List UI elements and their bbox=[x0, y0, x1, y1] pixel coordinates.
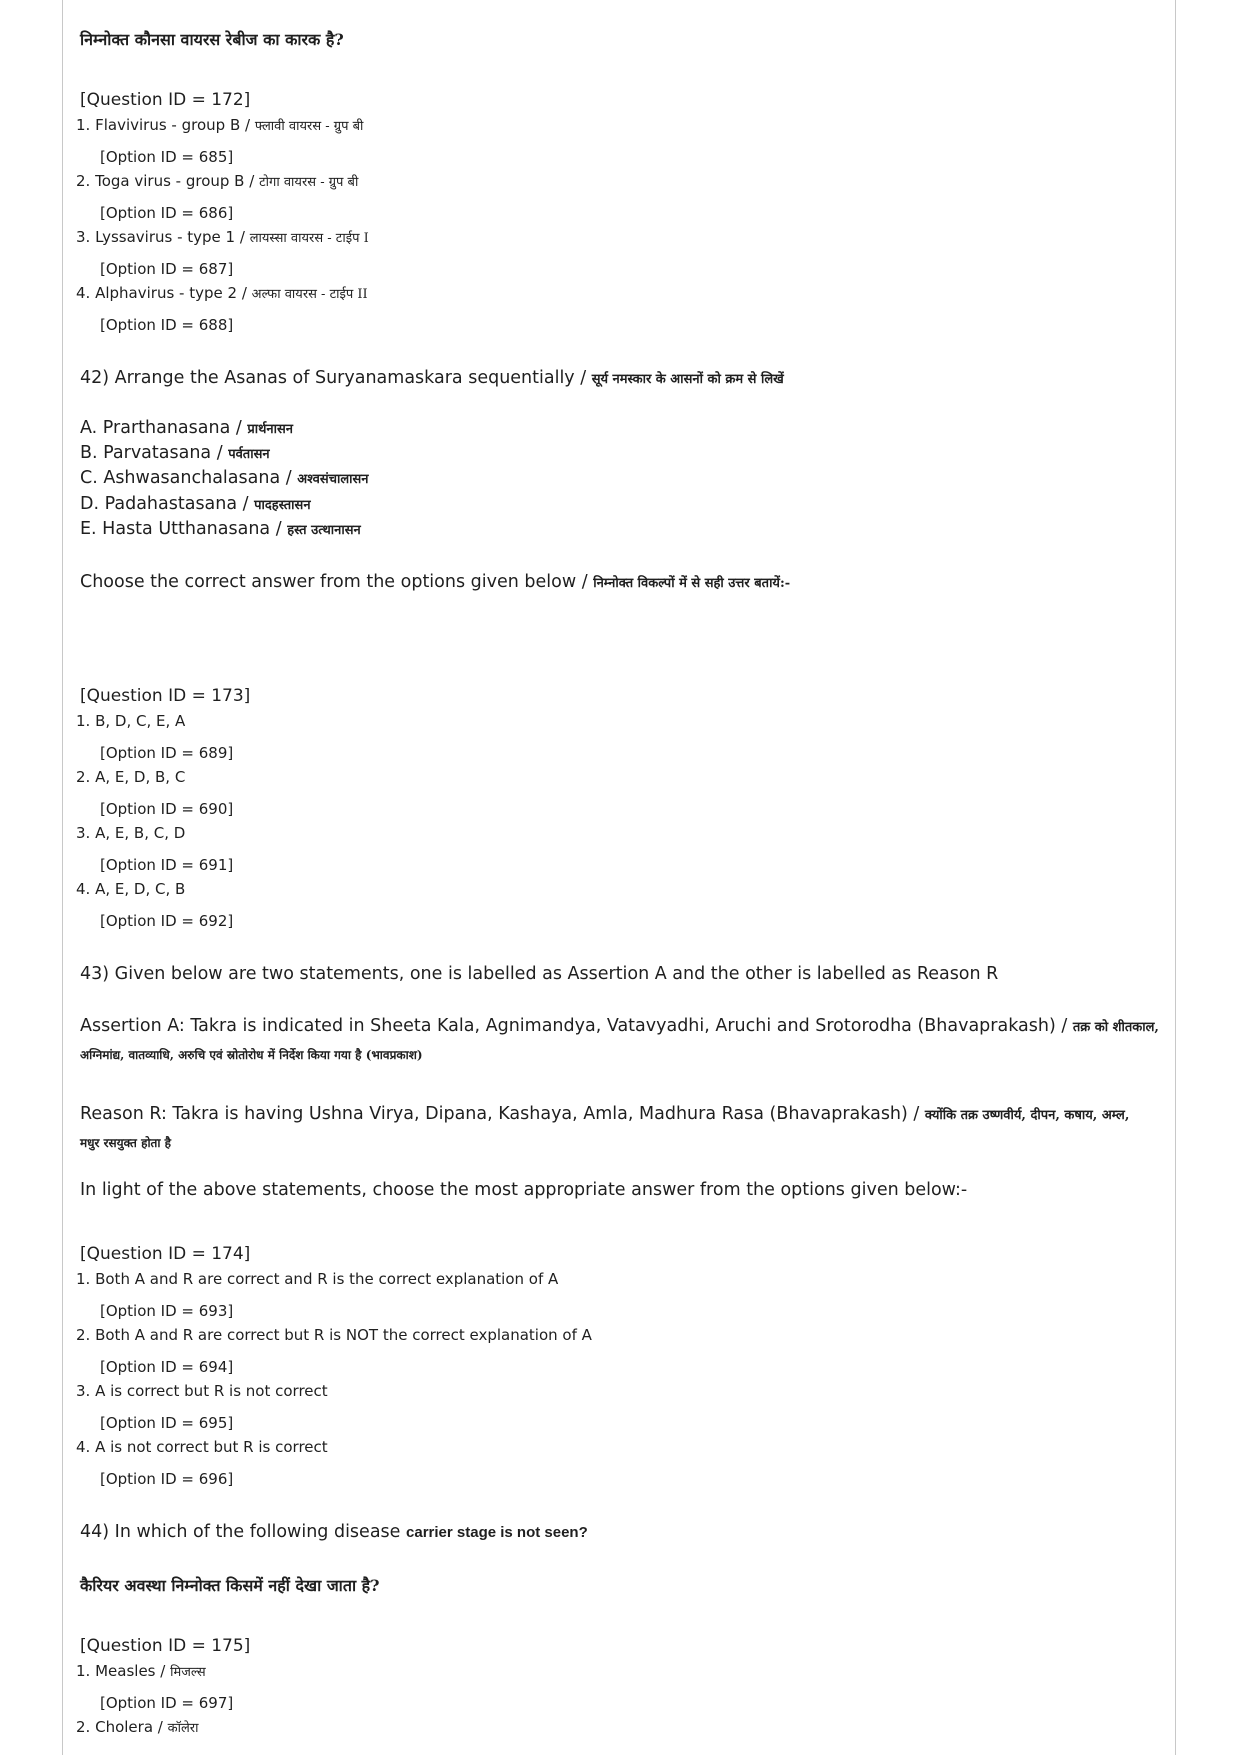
option-id: [Option ID = 694] bbox=[100, 1358, 234, 1376]
question-title: 42) Arrange the Asanas of Suryanamaskara sequentially / सूर्य नमस्कार के आसनों को क्रम से लिखें bbox=[80, 368, 784, 388]
option: 1. Flavivirus - group B / फ्लावी वायरस - ग्रुप बी bbox=[76, 116, 364, 134]
option: 2. Cholera / कॉलेरा bbox=[76, 1718, 199, 1736]
question-id: [Question ID = 172] bbox=[80, 90, 251, 110]
asana-item: A. Prarthanasana / प्रार्थनासन bbox=[80, 418, 293, 438]
option-id: [Option ID = 693] bbox=[100, 1302, 234, 1320]
question-title: 43) Given below are two statements, one is labelled as Assertion A and the other is labelled as Reason R bbox=[80, 964, 999, 984]
option-id: [Option ID = 688] bbox=[100, 316, 234, 334]
option: 4. A, E, D, C, B bbox=[76, 880, 186, 898]
option: 3. A is correct but R is not correct bbox=[76, 1382, 328, 1400]
choose-instruction: In light of the above statements, choose the most appropriate answer from the options given below:- bbox=[80, 1180, 968, 1200]
asana-item: D. Padahastasana / पादहस्तासन bbox=[80, 494, 311, 514]
option: 1. Measles / मिजल्स bbox=[76, 1662, 206, 1680]
option-id: [Option ID = 690] bbox=[100, 800, 234, 818]
option-id: [Option ID = 691] bbox=[100, 856, 234, 874]
question-id: [Question ID = 173] bbox=[80, 686, 251, 706]
option-id: [Option ID = 692] bbox=[100, 912, 234, 930]
question-id: [Question ID = 175] bbox=[80, 1636, 251, 1656]
option: 1. Both A and R are correct and R is the correct explanation of A bbox=[76, 1270, 559, 1288]
choose-instruction: Choose the correct answer from the options given below / निम्नोक्त विकल्पों में से सही उत्तर बतायें:- bbox=[80, 572, 791, 592]
assertion-hindi-continued: अग्निमांद्य, वातव्याधि, अरुचि एवं स्रोतोरोध में निर्देश किया गया है (भावप्रकाश) bbox=[80, 1048, 423, 1062]
q41-hindi-question: निम्नोक्त कौनसा वायरस रेबीज का कारक है? bbox=[80, 30, 344, 49]
option-id: [Option ID = 697] bbox=[100, 1694, 234, 1712]
option-id: [Option ID = 696] bbox=[100, 1470, 234, 1488]
option-id: [Option ID = 687] bbox=[100, 260, 234, 278]
option: 4. Alphavirus - type 2 / अल्फा वायरस - टाईप II bbox=[76, 284, 368, 302]
asana-item: B. Parvatasana / पर्वतासन bbox=[80, 443, 270, 463]
option: 4. A is not correct but R is correct bbox=[76, 1438, 328, 1456]
reason-statement: Reason R: Takra is having Ushna Virya, Dipana, Kashaya, Amla, Madhura Rasa (Bhavaprakash) / क्योंकि तक्र उष्णवीर्य, दीपन, कषाय, अम्ल, bbox=[80, 1104, 1130, 1124]
option: 3. A, E, B, C, D bbox=[76, 824, 186, 842]
option: 2. Both A and R are correct but R is NOT the correct explanation of A bbox=[76, 1326, 592, 1344]
option: 3. Lyssavirus - type 1 / लायस्सा वायरस - टाईप I bbox=[76, 228, 369, 246]
option-id: [Option ID = 685] bbox=[100, 148, 234, 166]
assertion-statement: Assertion A: Takra is indicated in Sheeta Kala, Agnimandya, Vatavyadhi, Aruchi and Srotorodha (Bhavaprakash) / तक्र को शीतकाल, bbox=[80, 1016, 1159, 1036]
option-id: [Option ID = 686] bbox=[100, 204, 234, 222]
reason-hindi-continued: मधुर रसयुक्त होता है bbox=[80, 1136, 172, 1150]
question-title: 44) In which of the following disease carrier stage is not seen? bbox=[80, 1522, 588, 1542]
asana-item: E. Hasta Utthanasana / हस्त उत्थानासन bbox=[80, 519, 361, 539]
option-id: [Option ID = 695] bbox=[100, 1414, 234, 1432]
asana-item: C. Ashwasanchalasana / अश्वसंचालासन bbox=[80, 468, 369, 488]
option-id: [Option ID = 689] bbox=[100, 744, 234, 762]
question-id: [Question ID = 174] bbox=[80, 1244, 251, 1264]
option: 2. A, E, D, B, C bbox=[76, 768, 186, 786]
q44-hindi-question: कैरियर अवस्था निम्नोक्त किसमें नहीं देखा जाता है? bbox=[80, 1576, 380, 1595]
option: 2. Toga virus - group B / टोगा वायरस - ग्रुप बी bbox=[76, 172, 359, 190]
option: 1. B, D, C, E, A bbox=[76, 712, 186, 730]
